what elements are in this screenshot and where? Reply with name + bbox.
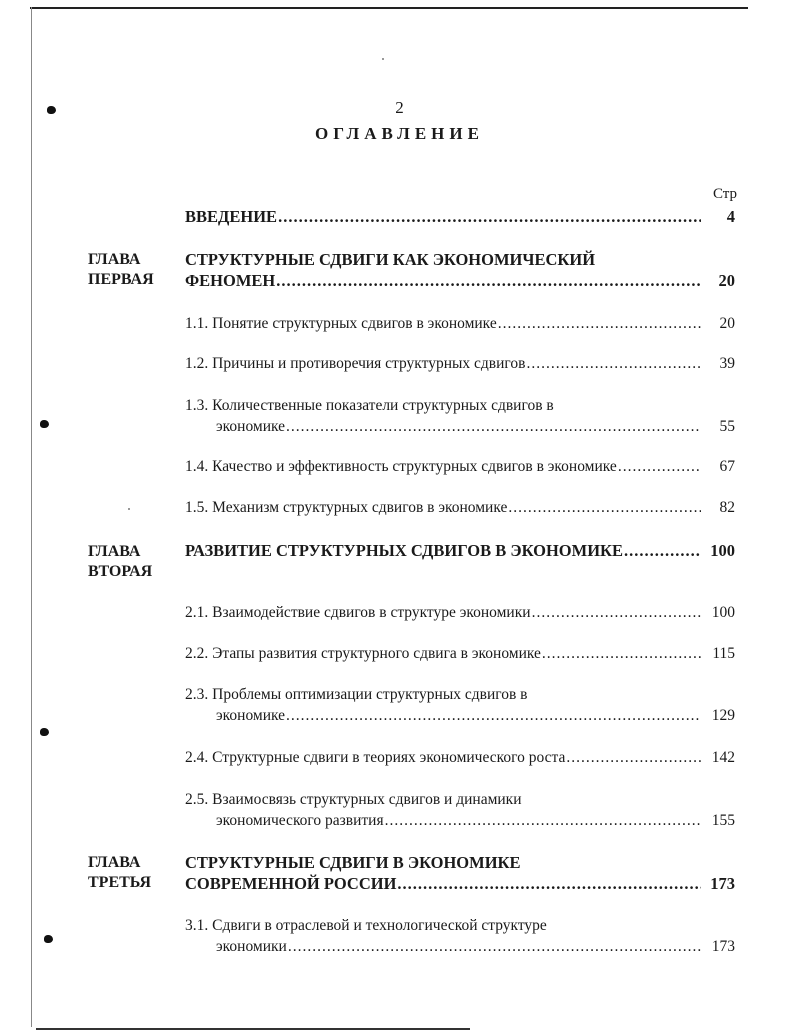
toc-entry-section: 1.2. Причины и противоречия структурных сдвигов ..... 39 — [185, 353, 735, 374]
entry-page: 155 — [711, 812, 735, 829]
dot-leader — [532, 602, 701, 623]
toc-entry-section: 2.5. Взаимосвязь структурных сдвигов и динамики экономического развития ..... 155 — [185, 789, 735, 831]
entry-page: 4 — [726, 207, 735, 226]
punch-hole-mark — [44, 935, 53, 943]
entry-page: 55 — [719, 418, 735, 435]
toc-entry-chapter-3 — [185, 852, 735, 894]
scan-edge-left — [31, 7, 32, 1027]
entry-title: СТРУКТУРНЫЕ СДВИГИ В ЭКОНОМИКЕ — [185, 853, 521, 872]
chapter-label: ГЛАВА ТРЕТЬЯ — [88, 854, 152, 891]
toc-entry-section: 1.4. Качество и эффективность структурных сдвигов в экономике ..... 67 — [185, 456, 735, 477]
scan-speck — [128, 508, 130, 510]
toc-entry-chapter-1 — [185, 249, 735, 291]
entry-page: 39 — [719, 355, 735, 372]
entry-title: СТРУКТУРНЫЕ СДВИГИ КАК ЭКОНОМИЧЕСКИЙ — [185, 250, 596, 269]
toc-entry-section: 2.2. Этапы развития структурного сдвига в экономике ..... 115 — [185, 643, 735, 664]
punch-hole-mark — [40, 728, 49, 736]
dot-leader — [286, 705, 701, 726]
dot-leader — [566, 747, 701, 768]
entry-title: СОВРЕМЕННОЙ РОССИИ — [185, 874, 397, 893]
dot-leader — [498, 313, 701, 334]
entry-title: РАЗВИТИЕ СТРУКТУРНЫХ СДВИГОВ В ЭКОНОМИКЕ — [185, 541, 624, 560]
dot-leader — [276, 270, 701, 291]
toc-entry-section: 3.1. Сдвиги в отраслевой и технологической структуре экономики ..... 173 — [185, 915, 735, 957]
dot-leader — [385, 810, 701, 831]
toc-entry-section: 2.1. Взаимодействие сдвигов в структуре экономики ..... 100 — [185, 602, 735, 623]
toc-entry-section: 2.3. Проблемы оптимизации структурных сдвигов в экономике ..... 129 — [185, 684, 735, 726]
entry-page: 129 — [711, 707, 735, 724]
entry-page: 20 — [718, 271, 735, 290]
dot-leader — [508, 497, 701, 518]
entry-title: ФЕНОМЕН — [185, 271, 276, 290]
entry-page: 67 — [719, 458, 735, 475]
toc-entry-section: 1.1. Понятие структурных сдвигов в экономике ..... 20 — [185, 313, 735, 334]
toc-entry-section: 1.3. Количественные показатели структурных сдвигов в экономике ..... 55 — [185, 395, 735, 437]
toc-entry-section: 1.5. Механизм структурных сдвигов в экономике ..... 82 — [185, 497, 735, 518]
dot-leader — [278, 206, 701, 227]
dot-leader — [526, 353, 701, 374]
toc-entry-section: 2.4. Структурные сдвиги в теориях экономического роста ..... 142 — [185, 747, 735, 768]
entry-page: 173 — [710, 874, 735, 893]
toc-title: ОГЛАВЛЕНИЕ — [315, 124, 484, 143]
page-column-header: Стр — [712, 186, 737, 202]
punch-hole-mark — [40, 420, 49, 428]
dot-leader — [286, 416, 701, 437]
entry-page: 142 — [711, 749, 735, 766]
entry-page: 20 — [719, 315, 735, 332]
entry-page: 173 — [711, 938, 735, 955]
chapter-label: ГЛАВА ВТОРАЯ — [88, 543, 153, 580]
entry-title: ВВЕДЕНИЕ — [185, 207, 278, 226]
entry-page: 100 — [711, 604, 735, 621]
scan-speck — [382, 58, 384, 60]
entry-page: 115 — [712, 645, 735, 662]
dot-leader — [624, 540, 701, 561]
dot-leader — [542, 643, 701, 664]
dot-leader — [288, 936, 701, 957]
page-number: 2 — [395, 98, 404, 117]
dot-leader — [397, 873, 701, 894]
dot-leader — [618, 456, 701, 477]
toc-entry-intro — [185, 206, 735, 227]
scan-edge-top — [30, 7, 748, 9]
entry-page: 82 — [719, 499, 735, 516]
chapter-label: ГЛАВА ПЕРВАЯ — [88, 251, 154, 288]
toc-entry-chapter-2 — [185, 540, 735, 561]
scan-edge-bottom — [36, 1028, 470, 1030]
entry-page: 100 — [710, 541, 735, 560]
